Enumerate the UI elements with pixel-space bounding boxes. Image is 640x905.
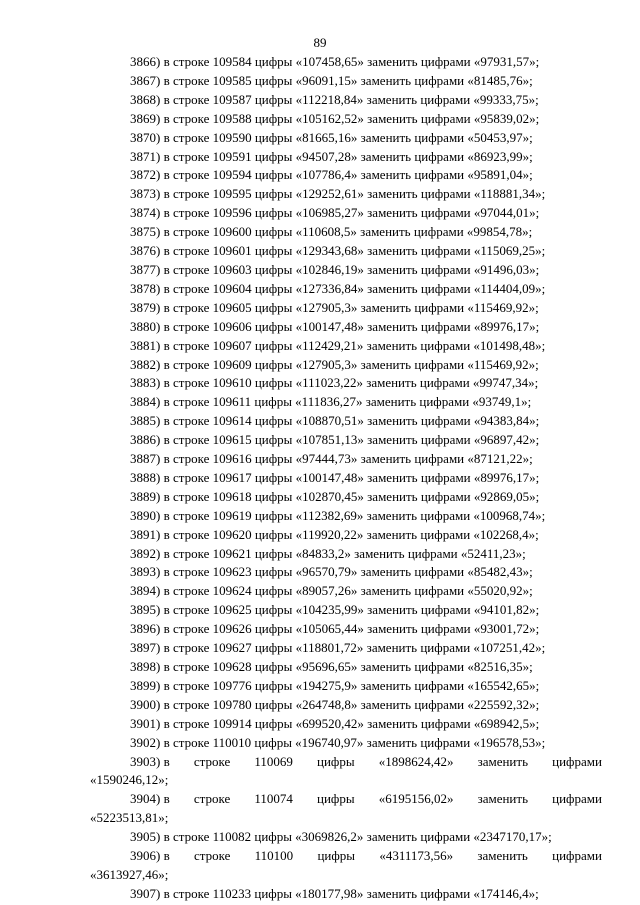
amendment-word: «4311173,56» (379, 848, 454, 864)
amendment-line: 3895) в строке 109625 цифры «104235,99» заменить цифрами «94101,82»; (130, 602, 540, 618)
amendment-3907: 3907) в строке 110233 цифры «180177,98» заменить цифрами «174146,4»; (130, 885, 539, 901)
amendment-line: 3889) в строке 109618 цифры «102870,45» заменить цифрами «92869,05»; (130, 488, 540, 504)
amendment-line: 3897) в строке 109627 цифры «118801,72» заменить цифрами «107251,42»; (130, 640, 546, 656)
amendment-word: заменить (477, 848, 528, 864)
amendment-line: 3902) в строке 110010 цифры «196740,97» заменить цифрами «196578,53»; (130, 734, 546, 750)
amendment-word: цифрами (552, 791, 602, 807)
amendment-line: 3882) в строке 109609 цифры «127905,3» заменить цифрами «115469,92»; (130, 356, 539, 372)
amendment-word: 110074 (254, 791, 293, 807)
amendment-line: 3887) в строке 109616 цифры «97444,73» заменить цифрами «87121,22»; (130, 451, 533, 467)
amendment-line: 3875) в строке 109600 цифры «110608,5» заменить цифрами «99854,78»; (130, 224, 533, 240)
amendment-word: строке (194, 848, 231, 864)
amendment-line: 3888) в строке 109617 цифры «100147,48» заменить цифрами «89976,17»; (130, 469, 540, 485)
amendment-word: 3903) в (130, 753, 170, 769)
amendment-list (90, 53, 602, 904)
amendment-3906-continuation: «3613927,46»; (90, 866, 169, 882)
amendment-line: 3866) в строке 109584 цифры «107458,65» заменить цифрами «97931,57»; (130, 54, 540, 69)
amendment-word: цифры (317, 753, 355, 769)
amendment-word: 3906) в (130, 848, 170, 864)
amendment-line: 3893) в строке 109623 цифры «96570,79» заменить цифрами «85482,43»; (130, 564, 533, 580)
amendment-line: 3898) в строке 109628 цифры «95696,65» заменить цифрами «82516,35»; (130, 659, 533, 674)
amendment-word: цифрами (552, 753, 602, 769)
amendment-word: 3904) в (130, 791, 170, 807)
amendment-word: строке (193, 753, 231, 769)
amendment-line: 3892) в строке 109621 цифры «84833,2» заменить цифрами «52411,23»; (130, 545, 526, 561)
amendment-3906 (90, 847, 602, 885)
amendment-line: 3886) в строке 109615 цифры «107851,13» заменить цифрами «96897,42»; (130, 432, 540, 448)
amendment-word: «6195156,02» (378, 791, 454, 807)
amendment-word: цифрами (552, 848, 602, 864)
amendment-line: 3872) в строке 109594 цифры «107786,4» заменить цифрами «95891,04»; (130, 167, 533, 183)
amendment-lines (90, 53, 602, 753)
amendment-line: 3885) в строке 109614 цифры «108870,51» заменить цифрами «94383,84»; (130, 413, 540, 429)
page-number: 89 (313, 35, 327, 50)
amendment-line: 3871) в строке 109591 цифры «94507,28» заменить цифрами «86923,99»; (130, 148, 533, 164)
amendment-line: 3879) в строке 109605 цифры «127905,3» заменить цифрами «115469,92»; (130, 299, 539, 315)
amendment-line: 3874) в строке 109596 цифры «106985,27» заменить цифрами «97044,01»; (130, 205, 540, 221)
amendment-line: 3873) в строке 109595 цифры «129252,61» заменить цифрами «118881,34»; (130, 186, 546, 202)
amendment-3903 (90, 753, 602, 791)
amendment-line: 3894) в строке 109624 цифры «89057,26» заменить цифрами «55020,92»; (130, 583, 533, 599)
amendment-line: 3877) в строке 109603 цифры «102846,19» заменить цифрами «91496,03»; (130, 261, 540, 277)
amendment-line: 3869) в строке 109588 цифры «105162,52» заменить цифрами «95839,02»; (130, 110, 540, 126)
amendment-line: 3867) в строке 109585 цифры «96091,15» заменить цифрами «81485,76»; (130, 72, 533, 88)
amendment-word: цифры (317, 791, 355, 807)
amendment-line: 3880) в строке 109606 цифры «100147,48» заменить цифрами «89976,17»; (130, 318, 540, 334)
amendment-line: 3891) в строке 109620 цифры «119920,22» заменить цифрами «102268,4»; (130, 526, 539, 542)
amendment-3904-continuation: «5223513,81»; (90, 810, 169, 826)
amendment-3905: 3905) в строке 110082 цифры «3069826,2» заменить цифрами «2347170,17»; (130, 829, 552, 845)
amendment-line: 3876) в строке 109601 цифры «129343,68» заменить цифрами «115069,25»; (130, 243, 546, 259)
amendment-3903-first-line (90, 753, 602, 772)
amendment-word: строке (193, 791, 231, 807)
amendment-word: цифры (317, 848, 356, 864)
amendment-3906-first-line (90, 847, 602, 866)
amendment-line: 3884) в строке 109611 цифры «111836,27» заменить цифрами «93749,1»; (130, 394, 532, 410)
amendment-line: 3883) в строке 109610 цифры «111023,22» заменить цифрами «99747,34»; (130, 375, 539, 391)
amendment-3904 (90, 790, 602, 828)
amendment-word: 110100 (254, 848, 294, 864)
amendment-3904-first-line (90, 790, 602, 809)
amendment-line: 3901) в строке 109914 цифры «699520,42» заменить цифрами «698942,5»; (130, 715, 540, 731)
amendment-word: заменить (477, 791, 529, 807)
amendment-word: «1898624,42» (378, 753, 454, 769)
amendment-word: заменить (477, 753, 529, 769)
amendment-line: 3896) в строке 109626 цифры «105065,44» заменить цифрами «93001,72»; (130, 621, 540, 637)
amendment-line: 3899) в строке 109776 цифры «194275,9» заменить цифрами «165542,65»; (130, 677, 540, 693)
amendment-line: 3878) в строке 109604 цифры «127336,84» заменить цифрами «114404,09»; (130, 280, 546, 296)
amendment-line: 3890) в строке 109619 цифры «112382,69» заменить цифрами «100968,74»; (130, 507, 546, 523)
amendment-line: 3900) в строке 109780 цифры «264748,8» заменить цифрами «225592,32»; (130, 696, 540, 712)
amendment-word: 110069 (254, 753, 293, 769)
amendment-line: 3870) в строке 109590 цифры «81665,16» заменить цифрами «50453,97»; (130, 129, 533, 145)
amendment-line: 3868) в строке 109587 цифры «112218,84» заменить цифрами «99333,75»; (130, 91, 539, 107)
amendment-3903-continuation: «1590246,12»; (90, 772, 169, 788)
amendment-line: 3881) в строке 109607 цифры «112429,21» заменить цифрами «101498,48»; (130, 337, 546, 353)
